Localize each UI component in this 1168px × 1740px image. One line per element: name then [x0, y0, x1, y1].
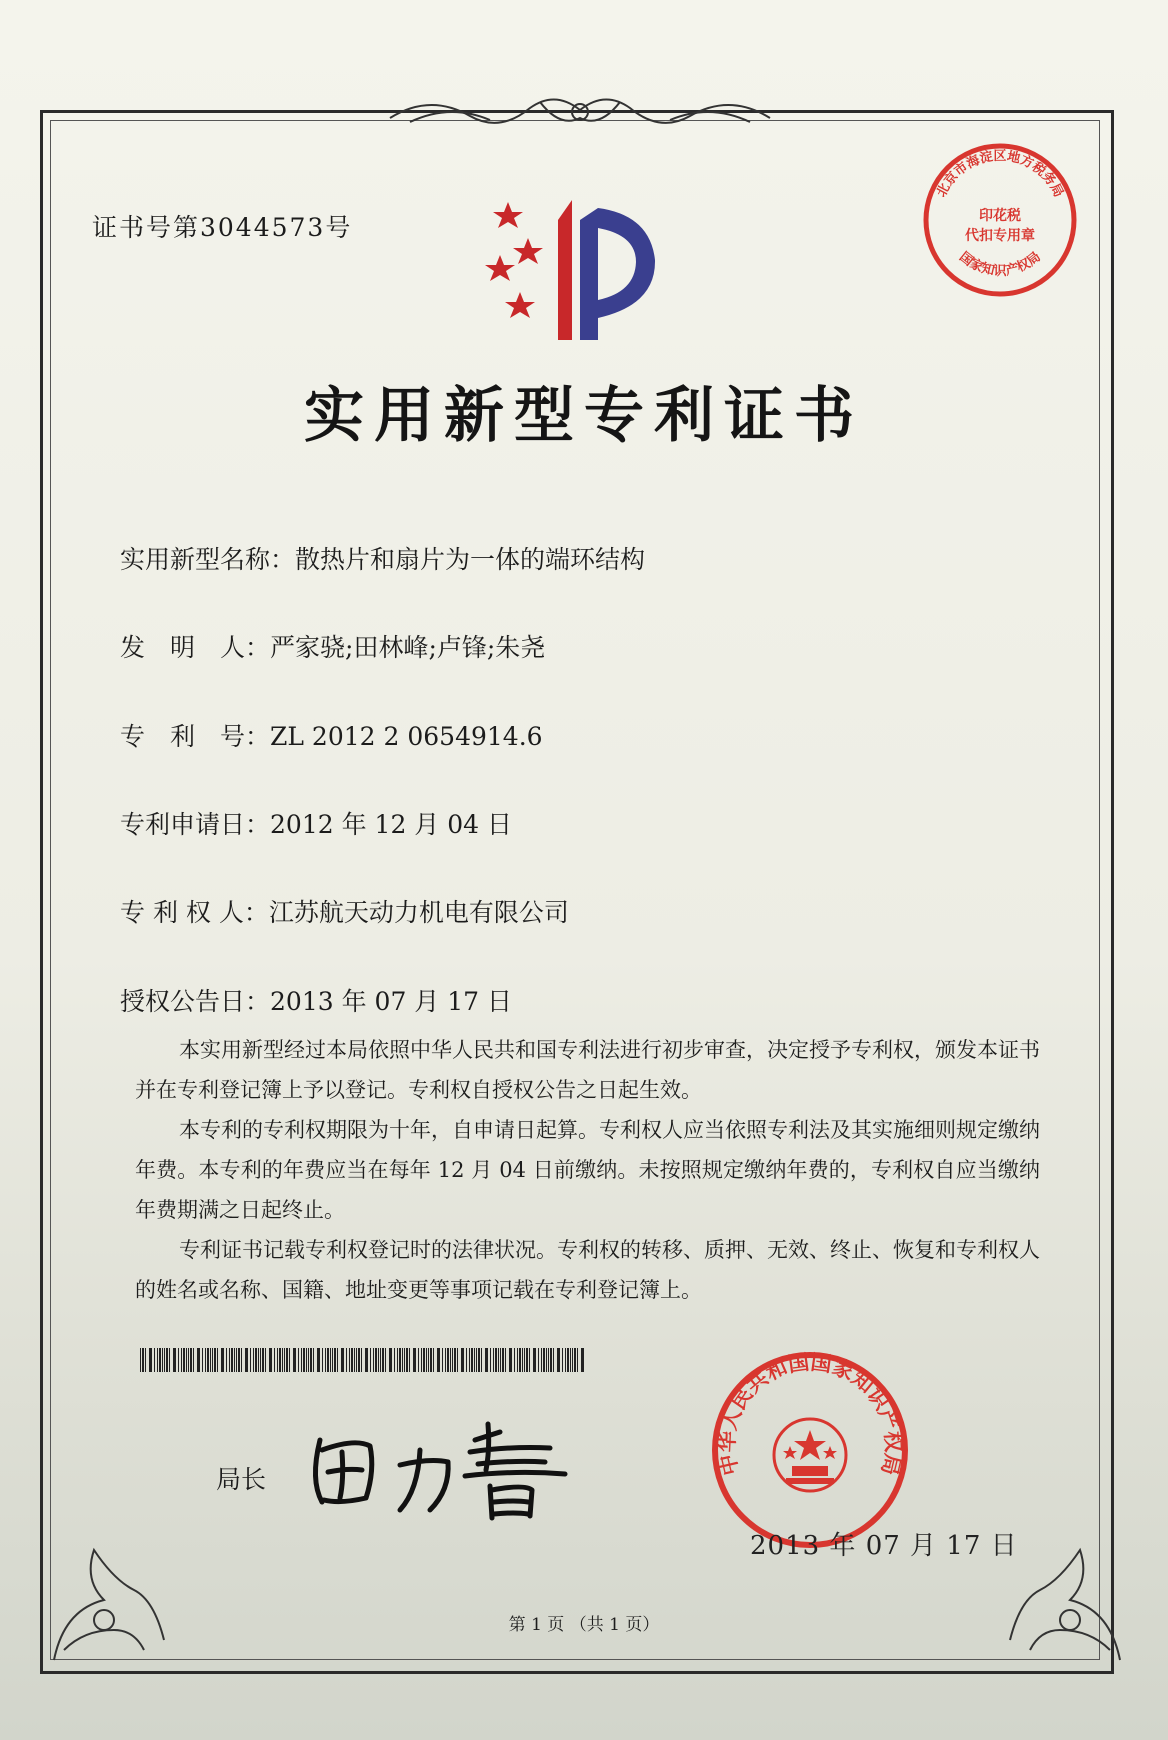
- field-value: 散热片和扇片为一体的端环结构: [295, 545, 646, 574]
- top-ornament-icon: [380, 88, 780, 136]
- tax-seal-center-line2: 代扣专用章: [965, 228, 1035, 244]
- official-seal-icon: [710, 1350, 910, 1550]
- page-number: 第 1 页 （共 1 页）: [508, 1615, 660, 1635]
- body-paragraph: 本专利的专利权期限为十年，自申请日起算。专利权人应当依照专利法及其实施细则规定缴纳年费。本专利的年费应当在每年 12 月 04 日前缴纳。未按照规定缴纳年费的，专利权自应当缴纳年费期满之日起终止。: [135, 1118, 1040, 1222]
- director-signature-icon: [300, 1410, 580, 1530]
- patentee-row: [120, 893, 569, 929]
- field-value: 2013 年 07 月 17 日: [270, 987, 512, 1016]
- utility-model-name-row: [120, 540, 645, 576]
- document-title: 实用新型专利证书: [304, 381, 864, 451]
- field-label: 发 明 人：: [120, 633, 271, 662]
- field-label: 授权公告日：: [120, 987, 271, 1016]
- tax-seal-outer-text: 北京市海淀区地方税务局: [934, 149, 1066, 200]
- application-date-row: [120, 805, 512, 841]
- svg-text:中华人民共和国国家知识产权局: [714, 1350, 907, 1478]
- grant-date-row: [120, 982, 512, 1018]
- tax-seal-center-line1: 印花税: [979, 208, 1021, 224]
- director-label: 局长: [216, 1465, 267, 1494]
- certificate-body: [135, 1030, 1040, 1310]
- official-seal-ring-text: 中华人民共和国国家知识产权局: [713, 1350, 907, 1478]
- official-seal-date: 2013 年 07 月 17 日: [750, 1531, 1018, 1561]
- field-label: 实用新型名称：: [120, 545, 296, 574]
- field-label: 专 利 权 人：: [120, 898, 269, 927]
- patent-number-row: [120, 717, 543, 753]
- field-label: 专利申请日：: [120, 810, 271, 839]
- inventor-row: [120, 628, 545, 664]
- sipo-logo-icon: [480, 200, 670, 350]
- body-paragraph: 本实用新型经过本局依照中华人民共和国专利法进行初步审查，决定授予专利权，颁发本证书并在专利登记簿上予以登记。专利权自授权公告之日起生效。: [135, 1038, 1040, 1102]
- field-value: 江苏航天动力机电有限公司: [268, 898, 569, 927]
- field-value: 2012 年 12 月 04 日: [270, 810, 512, 839]
- field-value: 严家骁;田林峰;卢锋;朱尧: [270, 633, 546, 662]
- tax-seal-bottom-text: 国家知识产权局: [956, 249, 1044, 279]
- field-label: 专 利 号：: [120, 722, 271, 751]
- tax-stamp-seal-icon: [920, 140, 1080, 300]
- barcode-icon: [140, 1348, 590, 1372]
- body-paragraph: 专利证书记载专利权登记时的法律状况。专利权的转移、质押、无效、终止、恢复和专利权人的姓名或名称、国籍、地址变更等事项记载在专利登记簿上。: [135, 1238, 1040, 1302]
- corner-ornament-bottom-left-icon: [44, 1520, 174, 1670]
- corner-ornament-bottom-right-icon: [1000, 1520, 1130, 1670]
- certificate-number: 证书号第3044573号: [92, 213, 353, 242]
- svg-text:北京市海淀区地方税务局: [934, 148, 1066, 200]
- svg-text:国家知识产权局: [956, 249, 1044, 279]
- field-value: ZL 2012 2 0654914.6: [270, 722, 543, 751]
